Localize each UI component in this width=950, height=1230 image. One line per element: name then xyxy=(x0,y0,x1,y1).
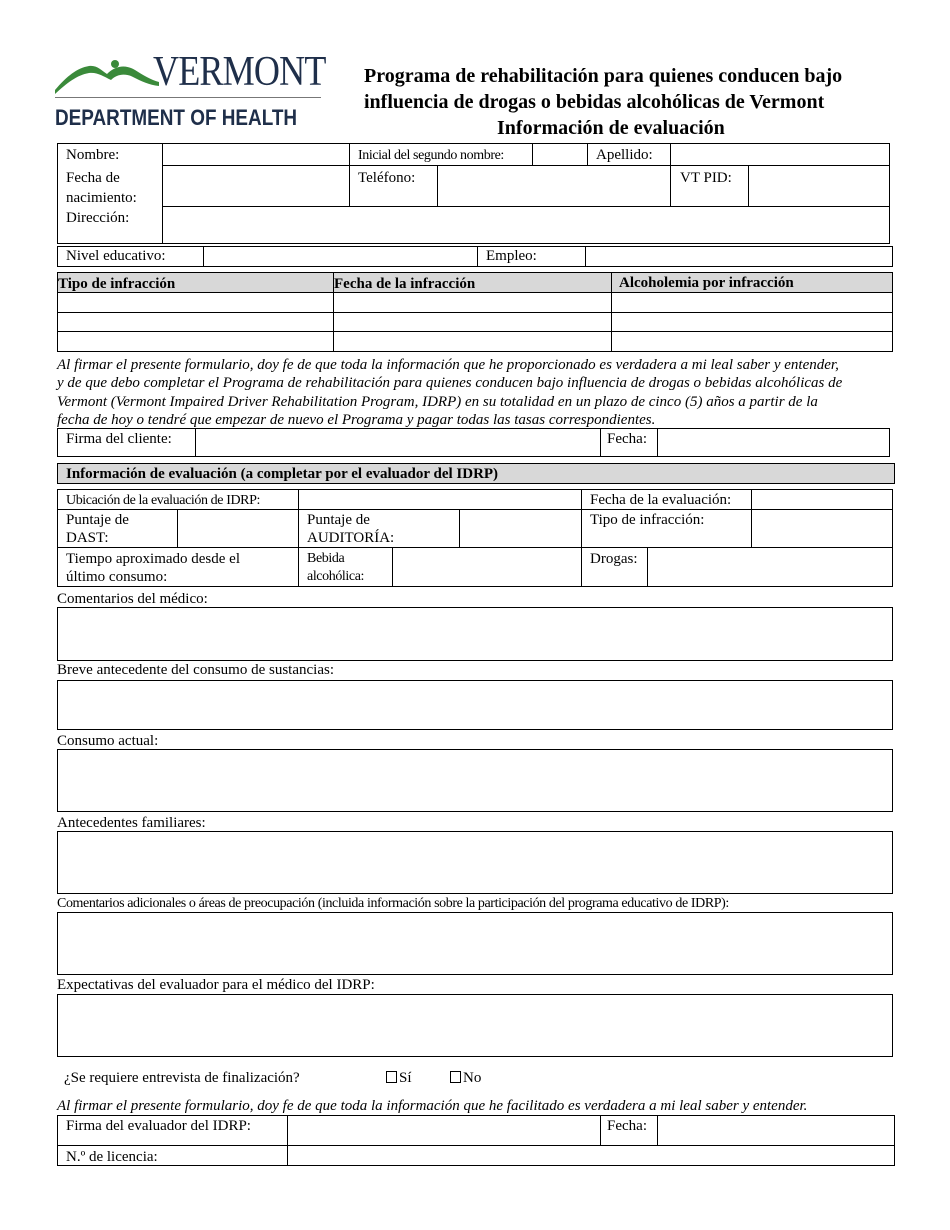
checkbox-si[interactable] xyxy=(386,1069,412,1087)
label-fecha-nac-2: nacimiento: xyxy=(66,190,137,206)
checkbox-si-icon[interactable] xyxy=(386,1071,397,1083)
infraction-cell[interactable] xyxy=(334,293,610,311)
input-nombre[interactable] xyxy=(163,144,348,164)
vermont-logo xyxy=(55,49,326,132)
form-title-line1: Programa de rehabilitación para quienes conducen bajo xyxy=(364,65,843,87)
label-fecha-evaluacion: Fecha de la evaluación: xyxy=(590,492,732,508)
checkbox-no[interactable] xyxy=(450,1069,481,1087)
input-vt-pid[interactable] xyxy=(749,166,889,205)
label-fecha-cliente: Fecha: xyxy=(607,431,647,447)
textarea-comentarios-adicionales[interactable] xyxy=(57,912,893,975)
infraction-cell[interactable] xyxy=(334,332,610,351)
label-fecha-nac-1: Fecha de xyxy=(66,170,120,186)
label-nombre: Nombre: xyxy=(66,147,120,163)
checkbox-no-label: No xyxy=(463,1070,482,1086)
form-title-line2: influencia de drogas o bebidas alcohólicas de Vermont xyxy=(364,91,825,113)
input-fecha-nac[interactable] xyxy=(163,166,348,205)
label-licencia: N.º de licencia: xyxy=(66,1149,158,1165)
label-nivel-educativo: Nivel educativo: xyxy=(66,248,166,264)
input-telefono[interactable] xyxy=(438,166,669,205)
client-attestation-line4: fecha de hoy o tendré que empezar de nuevo el Programa y pagar todas las tasas correspondientes. xyxy=(57,412,656,428)
input-dast[interactable] xyxy=(178,510,297,546)
form-title-line3: Información de evaluación xyxy=(497,117,725,139)
label-firma-cliente: Firma del cliente: xyxy=(66,431,172,447)
header-fecha-infraccion: Fecha de la infracción xyxy=(334,276,476,292)
label-comentarios-medico: Comentarios del médico: xyxy=(57,591,208,607)
label-telefono: Teléfono: xyxy=(358,170,416,186)
label-dast-1: Puntaje de xyxy=(66,512,129,528)
header-alcoholemia: Alcoholemia por infracción xyxy=(619,275,794,291)
label-firma-evaluador: Firma del evaluador del IDRP: xyxy=(66,1118,251,1134)
input-tipo-infraccion-eval[interactable] xyxy=(752,510,892,546)
label-tipo-infraccion-eval: Tipo de infracción: xyxy=(590,512,705,528)
header-tipo-infraccion: Tipo de infracción xyxy=(58,276,176,292)
input-drogas[interactable] xyxy=(648,548,892,586)
input-fecha-evaluador[interactable] xyxy=(658,1116,894,1144)
input-inicial[interactable] xyxy=(533,144,586,164)
logo-org-name: VERMONT xyxy=(153,49,326,95)
infraction-cell[interactable] xyxy=(612,313,892,330)
label-comentarios-adicionales: Comentarios adicionales o áreas de preocupación (incluida información sobre la participación del programa educativo de IDRP): xyxy=(57,896,729,911)
label-tiempo-1: Tiempo aproximado desde el xyxy=(66,551,241,567)
infraction-cell[interactable] xyxy=(612,293,892,311)
label-bebida-1: Bebida xyxy=(307,551,345,566)
input-nivel-educativo[interactable] xyxy=(204,247,476,266)
evaluation-title: Información de evaluación (a completar por el evaluador del IDRP) xyxy=(66,466,499,482)
label-inicial: Inicial del segundo nombre: xyxy=(358,148,504,163)
label-tiempo-2: último consumo: xyxy=(66,569,168,585)
label-consumo-actual: Consumo actual: xyxy=(57,733,159,749)
label-expectativas: Expectativas del evaluador para el médico del IDRP: xyxy=(57,977,375,993)
textarea-comentarios-medico[interactable] xyxy=(57,607,893,661)
textarea-antecedente[interactable] xyxy=(57,680,893,730)
input-fecha-cliente[interactable] xyxy=(658,429,889,456)
label-antecedente: Breve antecedente del consumo de sustancias: xyxy=(57,662,334,678)
input-licencia[interactable] xyxy=(288,1146,894,1165)
textarea-antecedentes-familiares[interactable] xyxy=(57,831,893,894)
evaluator-attestation: Al firmar el presente formulario, doy fe de que toda la información que he facilitado es verdadera a mi leal saber y entender. xyxy=(57,1098,808,1114)
infraction-cell[interactable] xyxy=(58,332,332,351)
textarea-expectativas[interactable] xyxy=(57,994,893,1057)
input-apellido[interactable] xyxy=(671,144,889,164)
label-auditoria-2: AUDITORÍA: xyxy=(307,530,395,546)
input-firma-cliente[interactable] xyxy=(196,429,599,456)
client-attestation-line3: Vermont (Vermont Impaired Driver Rehabilitation Program, IDRP) en su totalidad en un plazo de cinco (5) años a partir de la xyxy=(57,394,818,410)
input-bebida[interactable] xyxy=(393,548,580,586)
input-fecha-evaluacion[interactable] xyxy=(752,490,892,508)
label-auditoria-1: Puntaje de xyxy=(307,512,370,528)
infraction-cell[interactable] xyxy=(612,332,892,351)
label-fecha-evaluador: Fecha: xyxy=(607,1118,647,1134)
textarea-consumo-actual[interactable] xyxy=(57,749,893,812)
input-empleo[interactable] xyxy=(586,247,892,266)
label-dast-2: DAST: xyxy=(66,530,109,546)
mountain-logo-icon xyxy=(55,56,160,96)
label-bebida-2: alcohólica: xyxy=(307,569,365,584)
label-ubicacion: Ubicación de la evaluación de IDRP: xyxy=(66,493,260,508)
label-direccion: Dirección: xyxy=(66,210,130,226)
infraction-cell[interactable] xyxy=(334,313,610,330)
checkbox-si-label: Sí xyxy=(399,1070,412,1086)
finalization-question: ¿Se requiere entrevista de finalización? xyxy=(64,1070,300,1086)
checkbox-no-icon[interactable] xyxy=(450,1071,461,1083)
infraction-cell[interactable] xyxy=(58,293,332,311)
infraction-cell[interactable] xyxy=(58,313,332,330)
input-auditoria[interactable] xyxy=(460,510,580,546)
client-attestation-line1: Al firmar el presente formulario, doy fe de que toda la información que he proporcionado es verdadera a mi leal saber y entender, xyxy=(57,357,839,373)
input-ubicacion[interactable] xyxy=(299,490,580,508)
input-firma-evaluador[interactable] xyxy=(288,1116,599,1144)
input-direccion[interactable] xyxy=(163,207,889,243)
label-vt-pid: VT PID: xyxy=(680,170,732,186)
label-empleo: Empleo: xyxy=(486,248,537,264)
label-drogas: Drogas: xyxy=(590,551,638,567)
logo-dept-name: DEPARTMENT OF HEALTH xyxy=(55,105,298,130)
label-antecedentes-familiares: Antecedentes familiares: xyxy=(57,815,206,831)
logo-divider xyxy=(55,97,321,98)
label-apellido: Apellido: xyxy=(596,147,653,163)
client-attestation-line2: y de que debo completar el Programa de rehabilitación para quienes conducen bajo influencia de drogas o bebidas alcohólicas de xyxy=(57,375,843,391)
